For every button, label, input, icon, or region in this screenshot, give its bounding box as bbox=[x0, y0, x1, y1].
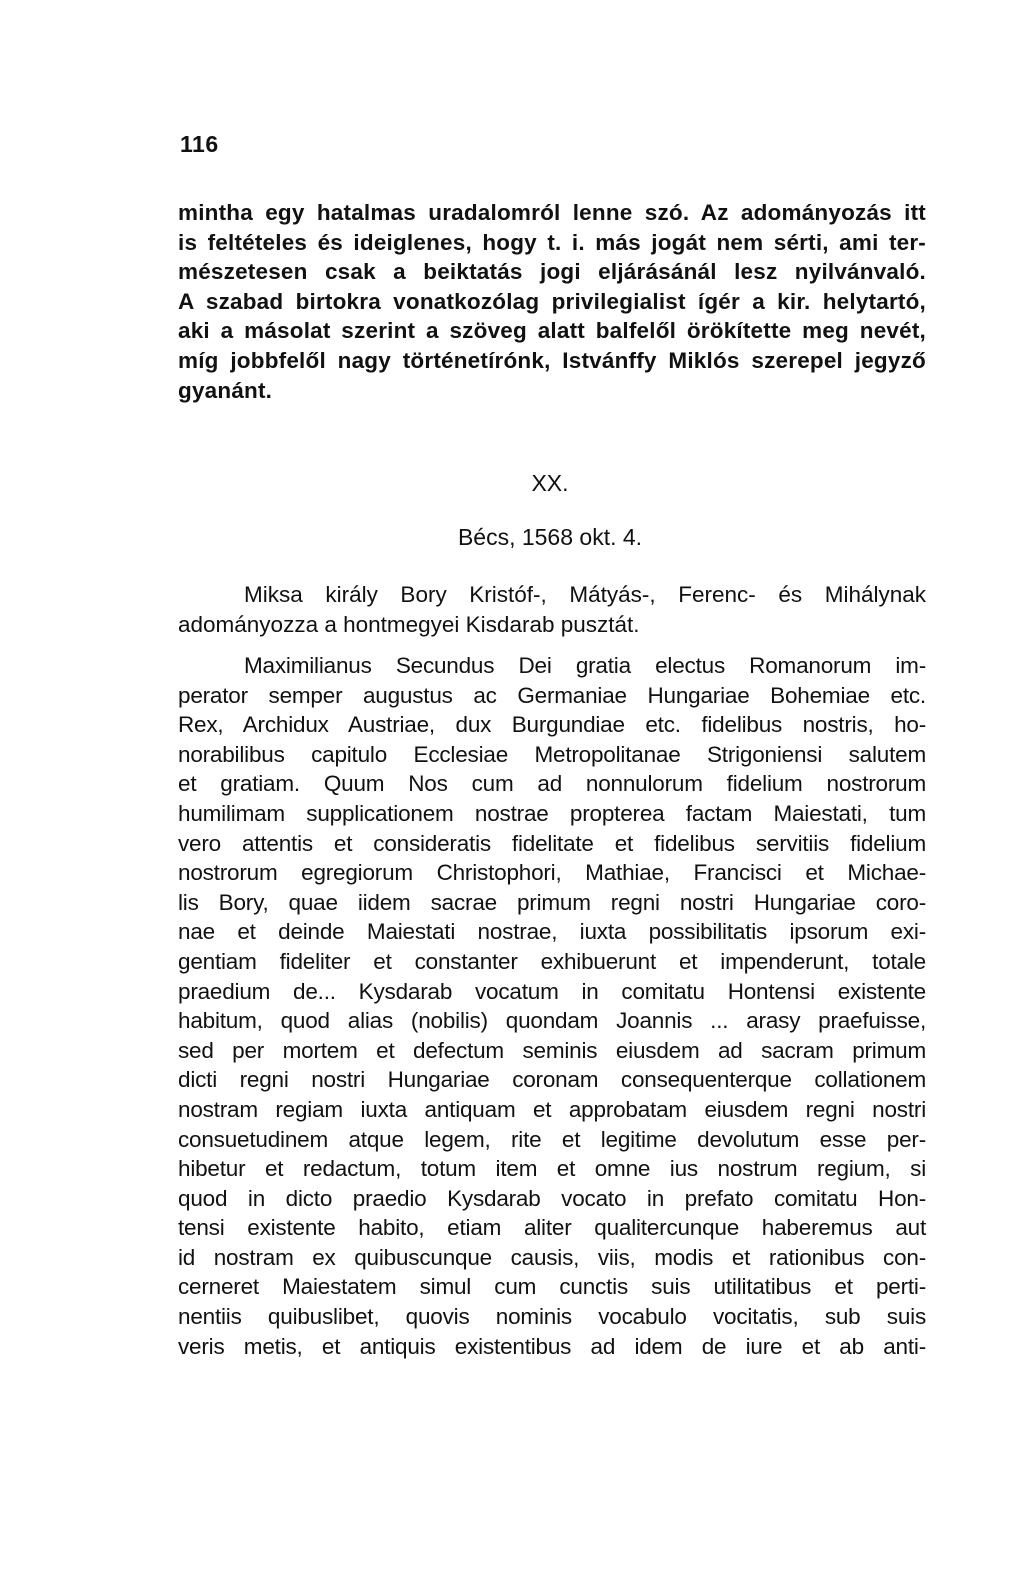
intro-line: A szabad birtokra vonatkozólag privilegialist ígér a kir. helytartó, bbox=[178, 288, 926, 314]
intro-line: gyanánt. bbox=[178, 377, 273, 403]
latin-line: nae et deinde Maiestati nostrae, iuxta possibilitatis ipsorum exi- bbox=[178, 919, 926, 945]
summary-line: adományozza a hontmegyei Kisdarab pusztát. bbox=[178, 611, 640, 637]
intro-line: míg jobbfelől nagy történetírónk, Istvánffy Miklós szerepel jegyző bbox=[178, 347, 926, 373]
latin-line: norabilibus capitulo Ecclesiae Metropolitanae Strigoniensi salutem bbox=[178, 741, 926, 767]
latin-line: tensi existente habito, etiam aliter qualitercunque haberemus aut bbox=[178, 1215, 926, 1241]
latin-line: cerneret Maiestatem simul cum cunctis suis utilitatibus et perti- bbox=[178, 1274, 926, 1300]
intro-line: is feltételes és ideiglenes, hogy t. i. más jogát nem sérti, ami ter- bbox=[178, 229, 926, 255]
latin-line: praedium de... Kysdarab vocatum in comitatu Hontensi existente bbox=[178, 978, 926, 1004]
intro-line: mintha egy hatalmas uradalomról lenne szó. Az adományozás itt bbox=[178, 200, 926, 225]
latin-line: nostram regiam iuxta antiquam et approbatam eiusdem regni nostri bbox=[178, 1096, 926, 1122]
summary-line: Miksa király Bory Kristóf-, Mátyás-, Ferenc- és Mihálynak bbox=[244, 582, 926, 607]
latin-line: et gratiam. Quum Nos cum ad nonnulorum fidelium nostrorum bbox=[178, 771, 926, 797]
latin-line: Rex, Archidux Austriae, dux Burgundiae etc. fidelibus nostris, ho- bbox=[178, 712, 926, 738]
latin-line: nentiis quibuslibet, quovis nominis vocabulo vocitatis, sub suis bbox=[178, 1304, 926, 1330]
intro-paragraph bbox=[178, 198, 926, 405]
latin-line: dicti regni nostri Hungariae coronam consequenterque collationem bbox=[178, 1067, 926, 1093]
page-number: 116 bbox=[180, 131, 219, 157]
intro-line: mészetesen csak a beiktatás jogi eljárásánál lesz nyilvánvaló. bbox=[178, 259, 926, 285]
latin-line: Maximilianus Secundus Dei gratia electus Romanorum im- bbox=[244, 653, 926, 678]
latin-line: humilimam supplicationem nostrae propterea factam Maiestati, tum bbox=[178, 800, 926, 826]
latin-line: consuetudinem atque legem, rite et legitime devolutum esse per- bbox=[178, 1126, 926, 1152]
latin-line: vero attentis et consideratis fidelitate et fidelibus servitiis fidelium bbox=[178, 830, 926, 856]
latin-line: lis Bory, quae iidem sacrae primum regni nostri Hungariae coro- bbox=[178, 889, 926, 915]
latin-line: nostrorum egregiorum Christophori, Mathiae, Francisci et Michae- bbox=[178, 860, 926, 886]
latin-line: sed per mortem et defectum seminis eiusdem ad sacram primum bbox=[178, 1037, 926, 1063]
latin-line: veris metis, et antiquis existentibus ad idem de iure et ab anti- bbox=[178, 1333, 926, 1359]
intro-line: aki a másolat szerint a szöveg alatt balfelől örökítette meg nevét, bbox=[178, 318, 926, 344]
latin-line: habitum, quod alias (nobilis) quondam Joannis ... arasy praefuisse, bbox=[178, 1008, 926, 1034]
latin-line: quod in dicto praedio Kysdarab vocato in prefato comitatu Hon- bbox=[178, 1185, 926, 1211]
latin-line: gentiam fideliter et constanter exhibuerunt et impenderunt, totale bbox=[178, 948, 926, 974]
document-number: XX. bbox=[531, 470, 569, 496]
document-place-date: Bécs, 1568 okt. 4. bbox=[457, 524, 643, 550]
latin-line: perator semper augustus ac Germaniae Hungariae Bohemiae etc. bbox=[178, 682, 926, 708]
latin-line: id nostram ex quibuscunque causis, viis, modis et rationibus con- bbox=[178, 1244, 926, 1270]
latin-line: hibetur et redactum, totum item et omne ius nostrum regium, si bbox=[178, 1156, 926, 1182]
latin-charter-text bbox=[178, 651, 926, 1361]
document-summary bbox=[178, 580, 926, 639]
